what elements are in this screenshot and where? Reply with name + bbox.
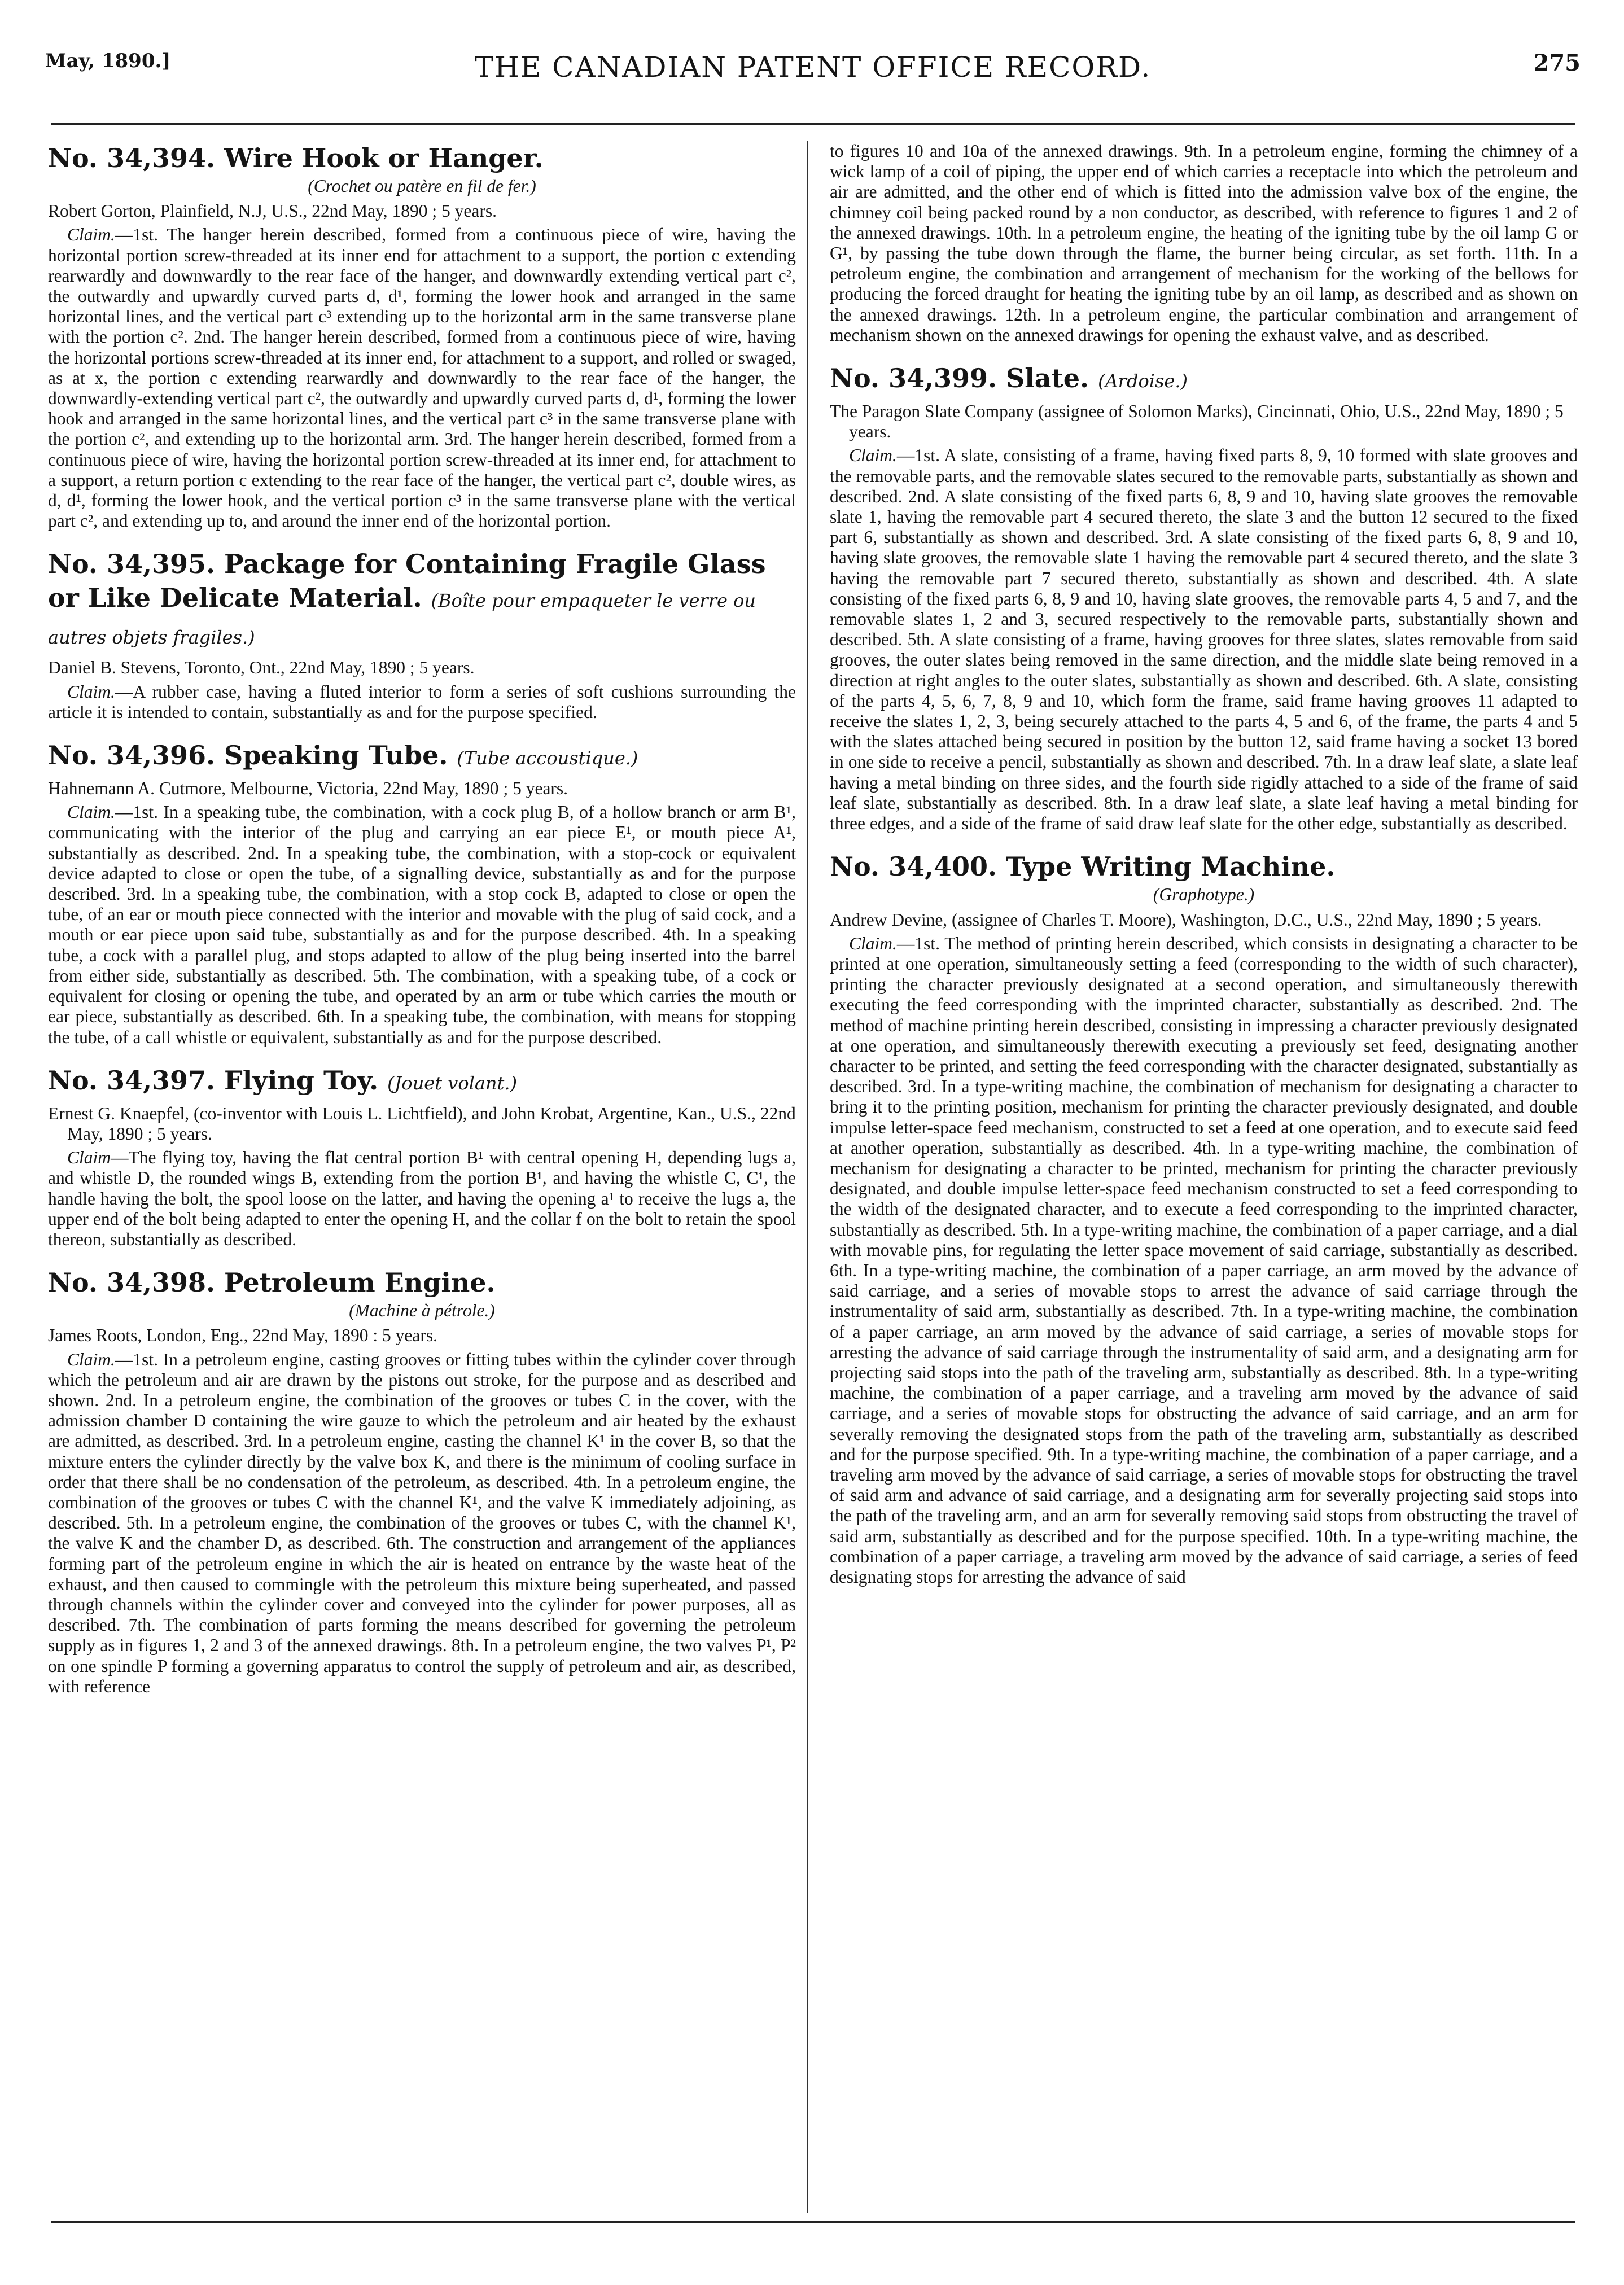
patent-entry-34394 <box>48 141 796 531</box>
patent-heading <box>48 738 796 775</box>
patent-number: No. 34,394. <box>48 143 216 173</box>
claim-body: —1st. The method of printing herein described, which consists in designating a character to be printed at one operation, simultaneously setting a feed (corresponding to the width of such character), printing the character previously designated at a second operation, and simultaneously therewith executing the feed corresponding with the imprinted character, substantially as described. 2nd. The method of machine printing herein described, consisting in impressing a character previously designated at one operation, and simultaneously therewith executing a previously set feed, designating another character to be printed, and setting the feed corresponding with the character designated, substantially as described. 3rd. In a type-writing machine, the combination of mechanism for designating a character to bring it to the printing position, mechanism for printing the character previously designated, and double impulse letter-space feed mechanism, constructed to set a feed at one operation, and to execute said feed at another operation, substantially as described. 4th. In a type-writing machine, the combination of mechanism for designating a character to be printed, mechanism for printing the character previously designated, and double impulse letter-space feed mechanism constructed to set a feed corresponding to the width of the designated character, and to execute a feed corresponding to the imprinted character, substantially as described. 5th. In a type-writing machine, the combination of a paper carriage, and a dial with movable pins, for regulating the letter space movement of said carriage, substantially as described. 6th. In a type-writing machine, the combination of a paper carriage, an arm moved by the advance of said carriage, and a series of movable stops to arrest the advance of said carriage through the instrumentality of said arm, substantially as described. 7th. In a type-writing machine, the combination of a paper carriage, an arm moved by the advance of said carriage, a series of movable stops for arresting the advance of said carriage through the instrumentality of said arm, and a designating arm for projecting said stops into the path of the traveling arm, substantially as described. 8th. In a type-writing machine, the combination of a paper carriage, and a traveling arm moved by the advance of said carriage, and a series of movable stops for obstructing the advance of said carriage, and an arm for severally removing the designated stops from the path of the traveling arm, substantially as described and for the purpose specified. 9th. In a type-writing machine, the combination of a paper carriage, and a traveling arm moved by the advance of said carriage, a series of movable stops for obstructing the travel of said arm and advance of said carriage, and a designating arm for severally projecting said stops into the path of the traveling arm, and an arm for severally removing said stops from obstructing the travel of said arm, substantially as described and for the purpose specified. 10th. In a type-writing machine, the combination of a paper carriage, a traveling arm moved by the advance of said carriage, a series of feed designating stops for arresting the advance of said <box>830 933 1578 1587</box>
patentee: Daniel B. Stevens, Toronto, Ont., 22nd May, 1890 ; 5 years. <box>48 658 475 678</box>
french-title: (Jouet volant.) <box>387 1072 518 1094</box>
french-title: (Tube accoustique.) <box>457 747 638 769</box>
patentee: James Roots, London, Eng., 22nd May, 1890 : 5 years. <box>48 1325 438 1346</box>
claim-label: Claim. <box>849 445 897 466</box>
patent-number: No. 34,400. <box>830 851 997 882</box>
claim-text <box>48 1148 796 1250</box>
patent-heading <box>48 1266 796 1299</box>
header-rule <box>51 123 1575 125</box>
french-title: (Boîte pour empaqueter le verre ou autres objets fragiles.) <box>48 590 756 649</box>
patent-heading <box>48 141 796 175</box>
french-title: (Crochet ou patère en fil de fer.) <box>308 176 536 196</box>
french-title: (Ardoise.) <box>1098 370 1188 392</box>
claim-text <box>48 225 796 531</box>
continued-claim <box>830 141 1578 345</box>
claim-body: —1st. In a speaking tube, the combination, with a cock plug B, of a hollow branch or arm B¹, communicating with the interior of the plug and carrying an ear piece E¹, or mouth piece A¹, substantially as described. 2nd. In a speaking tube, the combination, with a stop-cock or equivalent device adapted to close or open the tube, of a signalling device, substantially as and for the purpose described. 3rd. In a speaking tube, the combination, with a stop cock B, adapted to close or open the tube, of an ear or mouth piece connected with the interior and movable with the plug of said cock, and a mouth or ear piece upon said tube, substantially as and for the purpose described. 4th. In a speaking tube, a cock with a parallel plug, and stops adapted to allow of the plug being inserted into the barrel from either side, substantially as described. 5th. The combination, with a speaking tube, of a cock or equivalent for closing or opening the tube, and operated by an arm or tube which carries the mouth or ear piece, substantially as described. 6th. In a speaking tube, the combination, with means for stopping the tube, of a call whistle or equivalent, substantially as and for the purpose described. <box>48 802 796 1047</box>
patent-title: Package for Containing Fragile Glass or Like Delicate Material. <box>48 549 766 614</box>
patent-entry-34396 <box>48 738 796 1048</box>
patent-title: Petroleum Engine. <box>224 1267 496 1298</box>
footer-rule <box>51 2221 1575 2223</box>
patent-entry-34397 <box>48 1063 796 1250</box>
claim-label: Claim. <box>67 802 115 822</box>
patent-number: No. 34,399. <box>830 363 997 394</box>
claim-body: —1st. The hanger herein described, formed from a continuous piece of wire, having the horizontal portion screw-threaded at its inner end for attachment to a support, the portion c extending rearwardly and downwardly to the rear face of the hanger, and downwardly extending vertical part c², the outwardly and upwardly curved parts d, d¹, forming the lower hook and arranged in the same horizontal lines, and the vertical part c³ extending up to the horizontal arm in the same transverse plane with the portion c². 2nd. The hanger herein described, formed from a continuous piece of wire, having the horizontal portions screw-threaded at its inner end, for attachment to a support, and rolled or swaged, as at x, the portion c extending rearwardly and downwardly to the rear face of the hanger, the downwardly-extending vertical part c², the outwardly and upwardly curved parts d, d¹, forming the lower hook and arranged in the same horizontal lines, and the vertical part c³ in the same transverse plane with the portion c², and extending up to the horizontal arm. 3rd. The hanger herein described, formed from a continuous piece of wire, having the horizontal portion screw-threaded at its inner end, for attachment to a support, a return portion c extending to the rear face of the hanger, the vertical part c², double wires, as d, d¹, forming the lower hook, and the vertical portion c³ in the same transverse plane with the vertical part c², and extending up to, and around the inner end of the horizontal portion. <box>48 225 796 531</box>
patent-title: Speaking Tube. <box>224 740 448 771</box>
claim-body: —1st. In a petroleum engine, casting grooves or fitting tubes within the cylinder cover through which the petroleum and air are drawn by the pistons out stroke, for the purpose and as described and shown. 2nd. In a petroleum engine, the combination of the grooves or tubes C in the cover, with the admission chamber D containing the wire gauze to which the petroleum and air heated by the exhaust are admitted, as described. 3rd. In a petroleum engine, casting the channel K¹ in the cover B, so that the mixture enters the cylinder directly by the valve box K, and there is the minimum of cooling surface in order that there shall be no condensation of the petroleum, as described. 4th. In a petroleum engine, the combination of the grooves or tubes C with the channel K¹, and the valve K immediately adjoining, as described. 5th. In a petroleum engine, the combination of the grooves or tubes C, with the channel K¹, the valve K and the chamber D, as described. 6th. The construction and arrangement of the appliances forming part of the petroleum engine in which the air is heated on entrance by the waste heat of the exhaust, and then caused to commingle with the petroleum this mixture being superheated, and passed through channels within the cylinder cover and conveyed into the cylinder for power purposes, all as described. 7th. The combination of parts forming the means described for governing the petroleum supply as in figures 1, 2 and 3 of the annexed drawings. 8th. In a petroleum engine, the two valves P¹, P² on one spindle P forming a governing apparatus to control the supply of petroleum and air, as described, with reference <box>48 1349 796 1696</box>
claim-label: Claim. <box>67 225 115 245</box>
french-title: (Graphotype.) <box>1153 885 1255 905</box>
patent-heading <box>48 1063 796 1100</box>
claim-text <box>48 682 796 723</box>
patent-entry-34395 <box>48 547 796 723</box>
patent-entry-34399 <box>830 361 1578 834</box>
patentee: Hahnemann A. Cutmore, Melbourne, Victoria, 22nd May, 1890 ; 5 years. <box>48 778 568 799</box>
patent-title: Flying Toy. <box>224 1065 379 1096</box>
claim-label: Claim. <box>67 681 115 702</box>
column-divider <box>807 141 808 2213</box>
patent-title: Wire Hook or Hanger. <box>224 143 544 173</box>
claim-body: —A rubber case, having a fluted interior to form a series of soft cushions surrounding the article it is intended to contain, substantially as and for the purpose specified. <box>48 681 796 722</box>
claim-label: Claim <box>67 1148 111 1168</box>
patentee: Robert Gorton, Plainfield, N.J, U.S., 22nd May, 1890 ; 5 years. <box>48 201 497 221</box>
claim-text <box>830 445 1578 834</box>
page-header <box>45 34 1581 102</box>
patentee: The Paragon Slate Company (assignee of Solomon Marks), Cincinnati, Ohio, U.S., 22nd May, 1890 ; 5 years. <box>830 401 1564 442</box>
patent-title: Type Writing Machine. <box>1006 851 1336 882</box>
patentee: Andrew Devine, (assignee of Charles T. Moore), Washington, D.C., U.S., 22nd May, 1890 ; 5 years. <box>830 909 1542 930</box>
left-column <box>48 141 796 2224</box>
patent-heading <box>830 361 1578 398</box>
claim-text <box>830 934 1578 1588</box>
claim-label: Claim. <box>67 1349 115 1369</box>
claim-body: —The flying toy, having the flat central portion B¹ with central opening H, depending lugs a, and whistle D, the rounded wings B, extending from the portion B¹, and having the whistle C, C¹, the handle having the bolt, the spool loose on the latter, and having the opening a¹ to receive the lugs a, the upper end of the bolt being adapted to enter the opening H, and the collar f on the bolt to retain the spool thereon, substantially as described. <box>48 1148 796 1249</box>
patent-number: No. 34,395. <box>48 549 216 580</box>
patent-number: No. 34,396. <box>48 740 216 771</box>
patent-entry-34398 <box>48 1266 796 1697</box>
patent-number: No. 34,397. <box>48 1065 216 1096</box>
claim-label: Claim. <box>849 933 897 953</box>
patent-number: No. 34,398. <box>48 1267 216 1298</box>
french-title: (Machine à pétrole.) <box>349 1301 495 1321</box>
patent-entry-34400 <box>830 850 1578 1587</box>
right-column <box>830 141 1578 2224</box>
patent-heading <box>830 850 1578 883</box>
issue-date: May, 1890.] <box>45 50 171 72</box>
patent-title: Slate. <box>1006 363 1089 394</box>
page-number: 275 <box>1533 50 1581 76</box>
claim-body: —1st. A slate, consisting of a frame, having fixed parts 8, 9, 10 formed with slate grooves and the removable parts, and the removable slates secured to the removable parts, substantially as shown and described. 2nd. A slate consisting of the fixed parts 6, 8, 9 and 10, having slate grooves the removable slate 1, having the removable part 4 secured thereto, the slate 3 and the button 12 secured to the fixed part 6, substantially as shown and described. 3rd. A slate consisting of the fixed parts 6, 8, 9 and 10, having slate grooves, the removable slate 1 having the removable part 4 secured thereto, and the slate 3 having the removable part 7 secured thereto, substantially as shown and described. 4th. A slate consisting of the fixed parts 6, 8, 9 and 10, having slate grooves, the removable parts 4, 5 and 7, and the removable slates 1, 2 and 3, secured respectively to the removable parts, substantially shown and described. 5th. A slate consisting of a frame, having grooves for three slates, slates removable from said grooves, the outer slates being removed in the same direction, and the middle slate being removed in a direction at right angles to the outer slates, substantially as shown and described. 6th. A slate, consisting of the parts 4, 5, 6, 7, 8, 9 and 10, which form the frame, said frame having grooves 11 adapted to receive the slates 1, 2, 3, being securely attached to the parts 4, 5 and 6, of the frame, the parts 4 and 5 with the slates attached being secured in position by the button 12, said frame having a socket 13 bored in one side to receive a pencil, substantially as shown and described. 7th. In a draw leaf slate, a slate leaf having a metal binding on three sides, and the fourth side rigidly attached to a side of the frame of said leaf slate, substantially as described. 8th. In a draw leaf slate, a slate leaf having a metal binding for three edges, and a side of the frame of said draw leaf slate for the other edge, substantially as described. <box>830 445 1578 834</box>
continued-claim-text: to figures 10 and 10a of the annexed drawings. 9th. In a petroleum engine, forming the chimney of a wick lamp of a coil of piping, the upper end of which carries a receptacle into which the petroleum and air are admitted, and the other end of which is fitted into the admission valve box of the engine, the chimney coil being packed round by a non conductor, as described, with reference to figures 1 and 2 of the annexed drawings. 10th. In a petroleum engine, the heating of the igniting tube by the oil lamp G or G¹, by passing the tube down through the flame, the burner being circular, as set forth. 11th. In a petroleum engine, the combination and arrangement of mechanism for the working of the bellows for producing the forced draught for heating the igniting tube by an oil lamp, as described and as shown on the annexed drawings. 12th. In a petroleum engine, the particular combination and arrangement of mechanism shown on the annexed drawings for opening the exhaust valve, and as described. <box>830 141 1578 345</box>
claim-text <box>48 1350 796 1697</box>
publication-title: THE CANADIAN PATENT OFFICE RECORD. <box>474 51 1152 84</box>
claim-text <box>48 802 796 1047</box>
patentee: Ernest G. Knaepfel, (co-inventor with Louis L. Lichtfield), and John Krobat, Argentine, Kan., U.S., 22nd May, 1890 ; 5 years. <box>48 1103 796 1144</box>
patent-heading <box>48 547 796 654</box>
